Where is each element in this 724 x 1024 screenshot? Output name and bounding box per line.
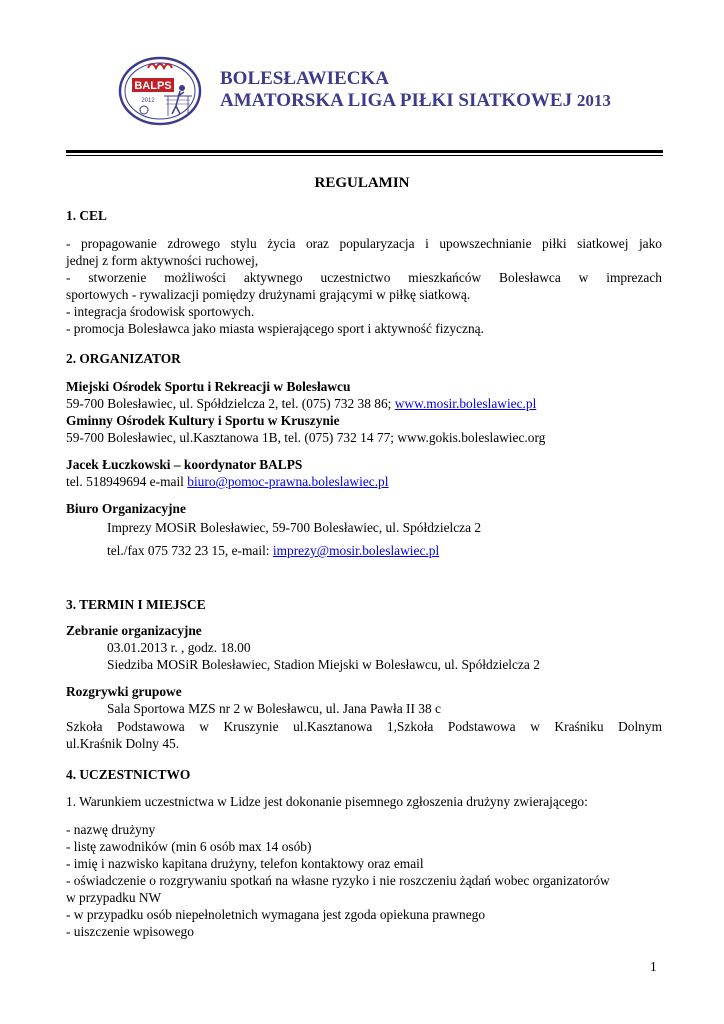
org1-name: Miejski Ośrodek Sportu i Rekreacji w Bolesławcu xyxy=(66,379,351,394)
participation-intro: 1. Warunkiem uczestnictwa w Lidze jest dokonanie pisemnego zgłoszenia drużyny zwierającego: xyxy=(66,794,588,809)
s1-line-6: - promocja Bolesławca jako miasta wspierającego sport i aktywność fizyczną. xyxy=(66,321,484,336)
org2-address: 59-700 Bolesławiec, ul.Kasztanowa 1B, tel. (075) 732 14 77; www.gokis.boleslawiec.org xyxy=(66,430,546,445)
requirement-item: - oświadczenie o rozgrywaniu spotkań na własne ryzyko i nie roszczeniu żądań wobec organizatorów xyxy=(66,873,610,888)
requirement-item: - nazwę drużyny xyxy=(66,822,156,837)
org2-name: Gminny Ośrodek Kultury i Sportu w Kruszynie xyxy=(66,413,340,428)
requirement-item: - uiszczenie wpisowego xyxy=(66,924,194,939)
games-hall: Sala Sportowa MZS nr 2 w Bolesławcu, ul. Jana Pawła II 38 c xyxy=(107,701,441,716)
office-line-1: Imprezy MOSiR Bolesławiec, 59-700 Bolesławiec, ul. Spółdzielcza 2 xyxy=(107,520,482,535)
section-3-heading: 3. TERMIN I MIEJSCE xyxy=(66,597,206,612)
s1-line-5: - integracja środowisk sportowych. xyxy=(66,304,255,319)
s1-line-4: sportowych - rywalizacji pomiędzy drużynami grającymi w piłkę siatkową. xyxy=(66,287,471,302)
s1-line-3: - stworzenie możliwości aktywnego uczestnictwo mieszkańców Bolesławca w imprezach xyxy=(66,270,662,285)
requirement-item: - listę zawodników (min 6 osób max 14 osób) xyxy=(66,839,312,854)
title-line-1: BOLESŁAWIECKA xyxy=(220,68,389,89)
coordinator-email-link[interactable]: biuro@pomoc-prawna.boleslawiec.pl xyxy=(187,474,389,489)
games-line-2: ul.Kraśnik Dolny 45. xyxy=(66,736,180,751)
section-4-heading: 4. UCZESTNICTWO xyxy=(66,767,191,782)
title-line-2: AMATORSKA LIGA PIŁKI SIATKOWEJ 2013 xyxy=(220,90,611,111)
requirement-item: - imię i nazwisko kapitana drużyny, telefon kontaktowy oraz email xyxy=(66,856,424,871)
title-year: 2013 xyxy=(576,91,611,110)
office-line-2: tel./fax 075 732 23 15, e-mail: imprezy@mosir.boleslawiec.pl xyxy=(107,543,440,558)
meeting-heading: Zebranie organizacyjne xyxy=(66,623,202,638)
games-heading: Rozgrywki grupowe xyxy=(66,684,182,699)
org1-address: 59-700 Bolesławiec, ul. Spółdzielcza 2, tel. (075) 732 38 86; www.mosir.boleslawiec.pl xyxy=(66,396,537,411)
section-1-heading: 1. CEL xyxy=(66,208,107,223)
svg-text:BALPS: BALPS xyxy=(134,80,172,92)
league-title xyxy=(220,68,611,112)
s1-line-1: - propagowanie zdrowego stylu życia oraz popularyzacja i upowszechnianie piłki siatkowej jako xyxy=(66,236,662,251)
section-2-heading: 2. ORGANIZATOR xyxy=(66,351,181,366)
office-email-link[interactable]: imprezy@mosir.boleslawiec.pl xyxy=(272,543,440,558)
page-number: 1 xyxy=(650,959,657,974)
svg-text:2012: 2012 xyxy=(141,98,155,104)
office-heading: Biuro Organizacyjne xyxy=(66,501,186,516)
requirement-item: w przypadku NW xyxy=(66,890,162,905)
balps-logo xyxy=(118,56,202,126)
requirement-item: - w przypadku osób niepełnoletnich wymagana jest zgoda opiekuna prawnego xyxy=(66,907,486,922)
header-rule-thick xyxy=(66,150,663,153)
document-title: REGULAMIN xyxy=(314,175,410,191)
meeting-date: 03.01.2013 r. , godz. 18.00 xyxy=(107,640,251,655)
coordinator-name: Jacek Łuczkowski – koordynator BALPS xyxy=(66,457,303,472)
meeting-place: Siedziba MOSiR Bolesławiec, Stadion Miejski w Bolesławcu, ul. Spółdzielcza 2 xyxy=(107,657,540,672)
games-line-1: Szkoła Podstawowa w Kruszynie ul.Kasztanowa 1,Szkoła Podstawowa w Kraśniku Dolnym xyxy=(66,719,662,734)
header-rule-thin xyxy=(66,155,663,156)
mosir-website-link[interactable]: www.mosir.boleslawiec.pl xyxy=(394,396,537,411)
s1-line-2: jednej z form aktywności ruchowej, xyxy=(66,253,259,268)
coordinator-contact: tel. 518949694 e-mail biuro@pomoc-prawna.boleslawiec.pl xyxy=(66,474,389,489)
